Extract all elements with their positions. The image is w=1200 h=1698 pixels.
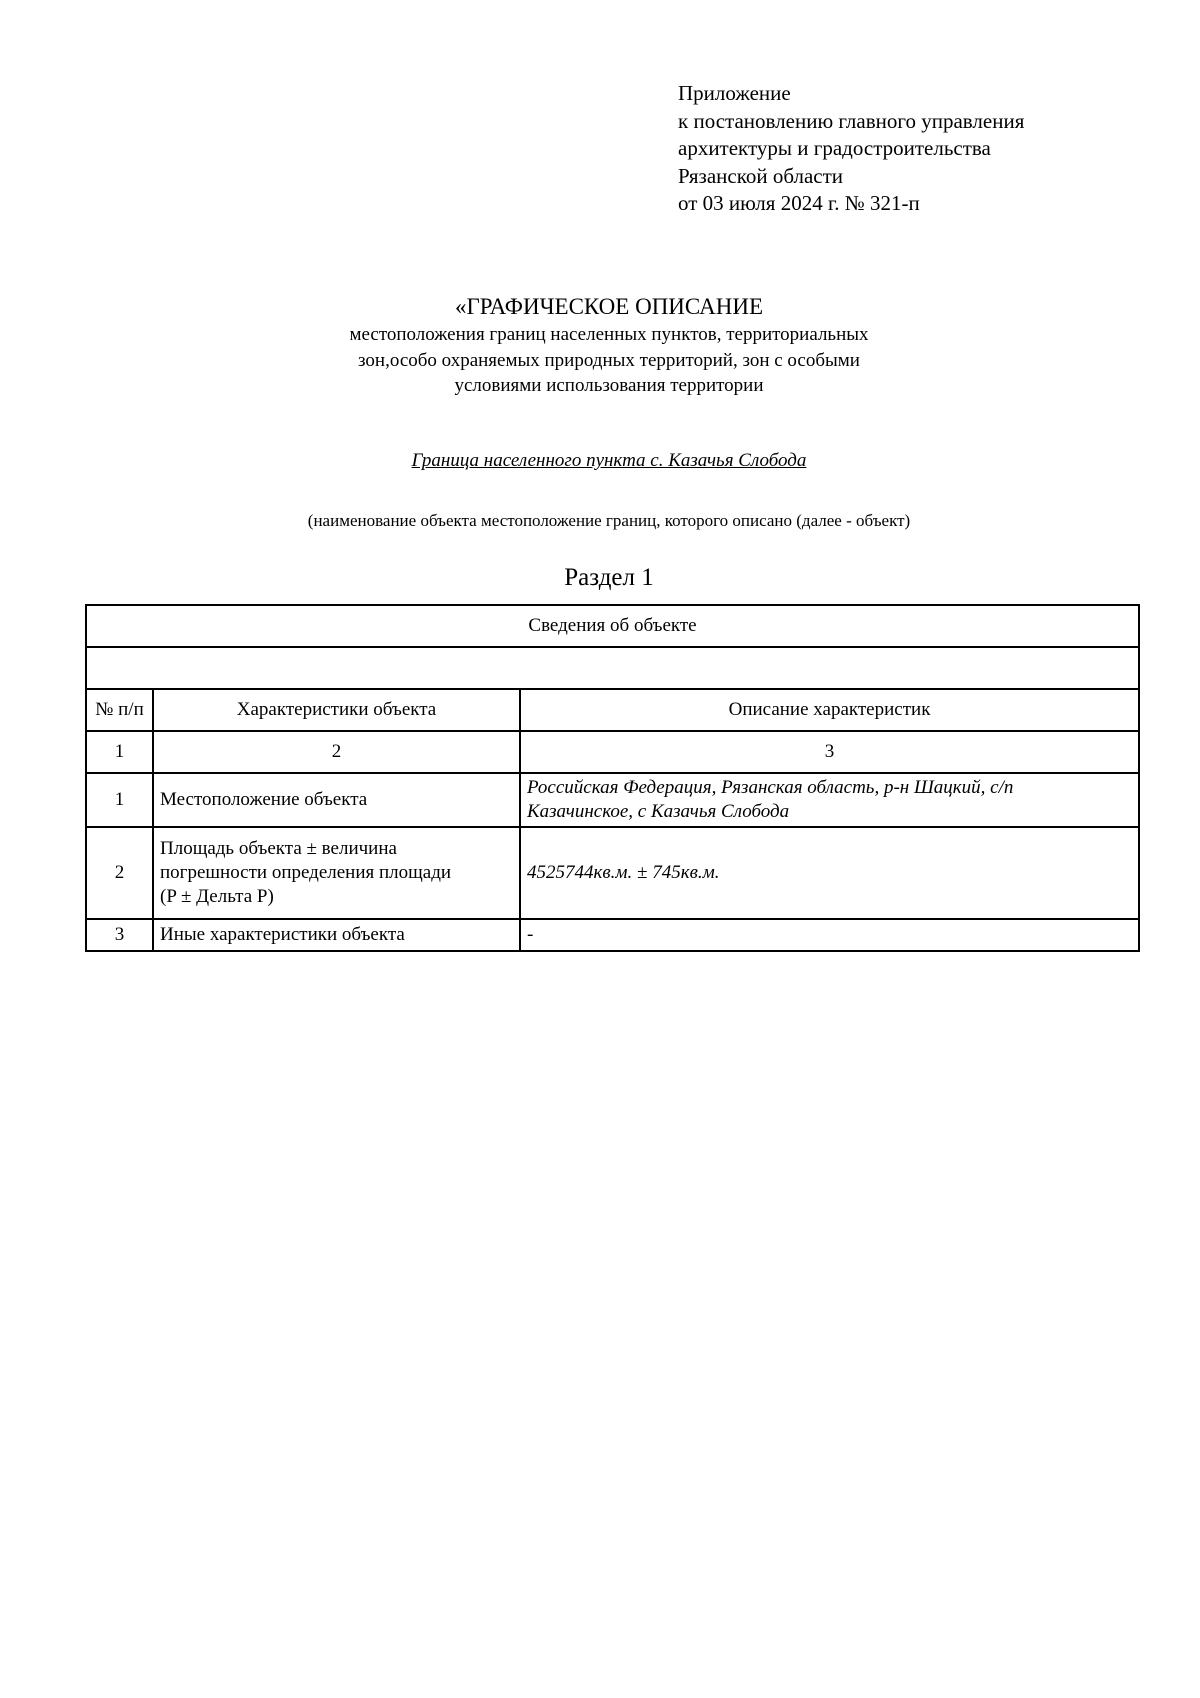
section-title: Раздел 1 — [564, 564, 654, 591]
document-subtitle-line: условиями использования территории — [454, 375, 764, 396]
row-characteristic-line: Площадь объекта ± величина — [160, 838, 397, 859]
row-characteristic — [153, 827, 520, 919]
column-number: 2 — [153, 731, 520, 773]
table-header-row — [86, 689, 1139, 731]
document-subtitle-line: местоположения границ населенных пунктов, территориальных — [349, 324, 869, 345]
header-characteristic: Характеристики объекта — [153, 689, 520, 731]
table-empty-row — [86, 647, 1139, 689]
row-description — [520, 919, 1139, 951]
column-number: 3 — [520, 731, 1139, 773]
row-description-line: - — [527, 924, 534, 945]
object-name-hint: (наименование объекта местоположение границ, которого описано (далее - объект) — [307, 511, 911, 530]
document-title-block — [0, 292, 1200, 399]
appendix-block — [678, 80, 1024, 218]
row-description — [520, 827, 1139, 919]
appendix-line: Приложение — [678, 81, 791, 105]
row-characteristic-line: Иные характеристики объекта — [160, 924, 405, 945]
table-caption: Сведения об объекте — [86, 605, 1139, 647]
table-row — [86, 827, 1139, 919]
document-subtitle-line: зон,особо охраняемых природных территорий, зон с особыми — [358, 349, 860, 371]
row-number: 1 — [86, 773, 153, 827]
row-description-line: Казачинское, с Казачья Слобода — [527, 801, 790, 822]
appendix-line: Рязанской области — [678, 163, 844, 188]
table-row — [86, 773, 1139, 827]
row-characteristic-line: (P ± Дельта P) — [160, 886, 274, 907]
object-name — [0, 450, 1200, 472]
row-description — [520, 773, 1139, 827]
row-characteristic — [153, 919, 520, 951]
header-number: № п/п — [86, 689, 153, 731]
row-characteristic-line: погрешности определения площади — [160, 862, 452, 883]
row-characteristic — [153, 773, 520, 827]
appendix-line: архитектуры и градостроительства — [678, 136, 991, 160]
header-description: Описание характеристик — [520, 689, 1139, 731]
appendix-date-line: от 03 июля 2024 г. № 321-п — [678, 191, 920, 215]
table-column-numbers-row — [86, 731, 1139, 773]
row-characteristic-line: Местоположение объекта — [160, 789, 368, 810]
object-info-table — [85, 604, 1140, 952]
column-number: 1 — [86, 731, 153, 773]
table-row — [86, 919, 1139, 951]
row-description-line: 4525744кв.м. ± 745кв.м. — [527, 862, 720, 883]
table-empty-cell — [86, 647, 1139, 689]
appendix-line: к постановлению главного управления — [678, 108, 1025, 133]
row-number: 2 — [86, 827, 153, 919]
table-caption-row — [86, 605, 1139, 647]
row-description-line: Российская Федерация, Рязанская область, р-н Шацкий, с/п — [527, 777, 1014, 798]
object-name-text: Граница населенного пункта с. Казачья Слобода — [411, 450, 807, 471]
document-title: «ГРАФИЧЕСКОЕ ОПИСАНИЕ — [454, 294, 763, 319]
row-number: 3 — [86, 919, 153, 951]
